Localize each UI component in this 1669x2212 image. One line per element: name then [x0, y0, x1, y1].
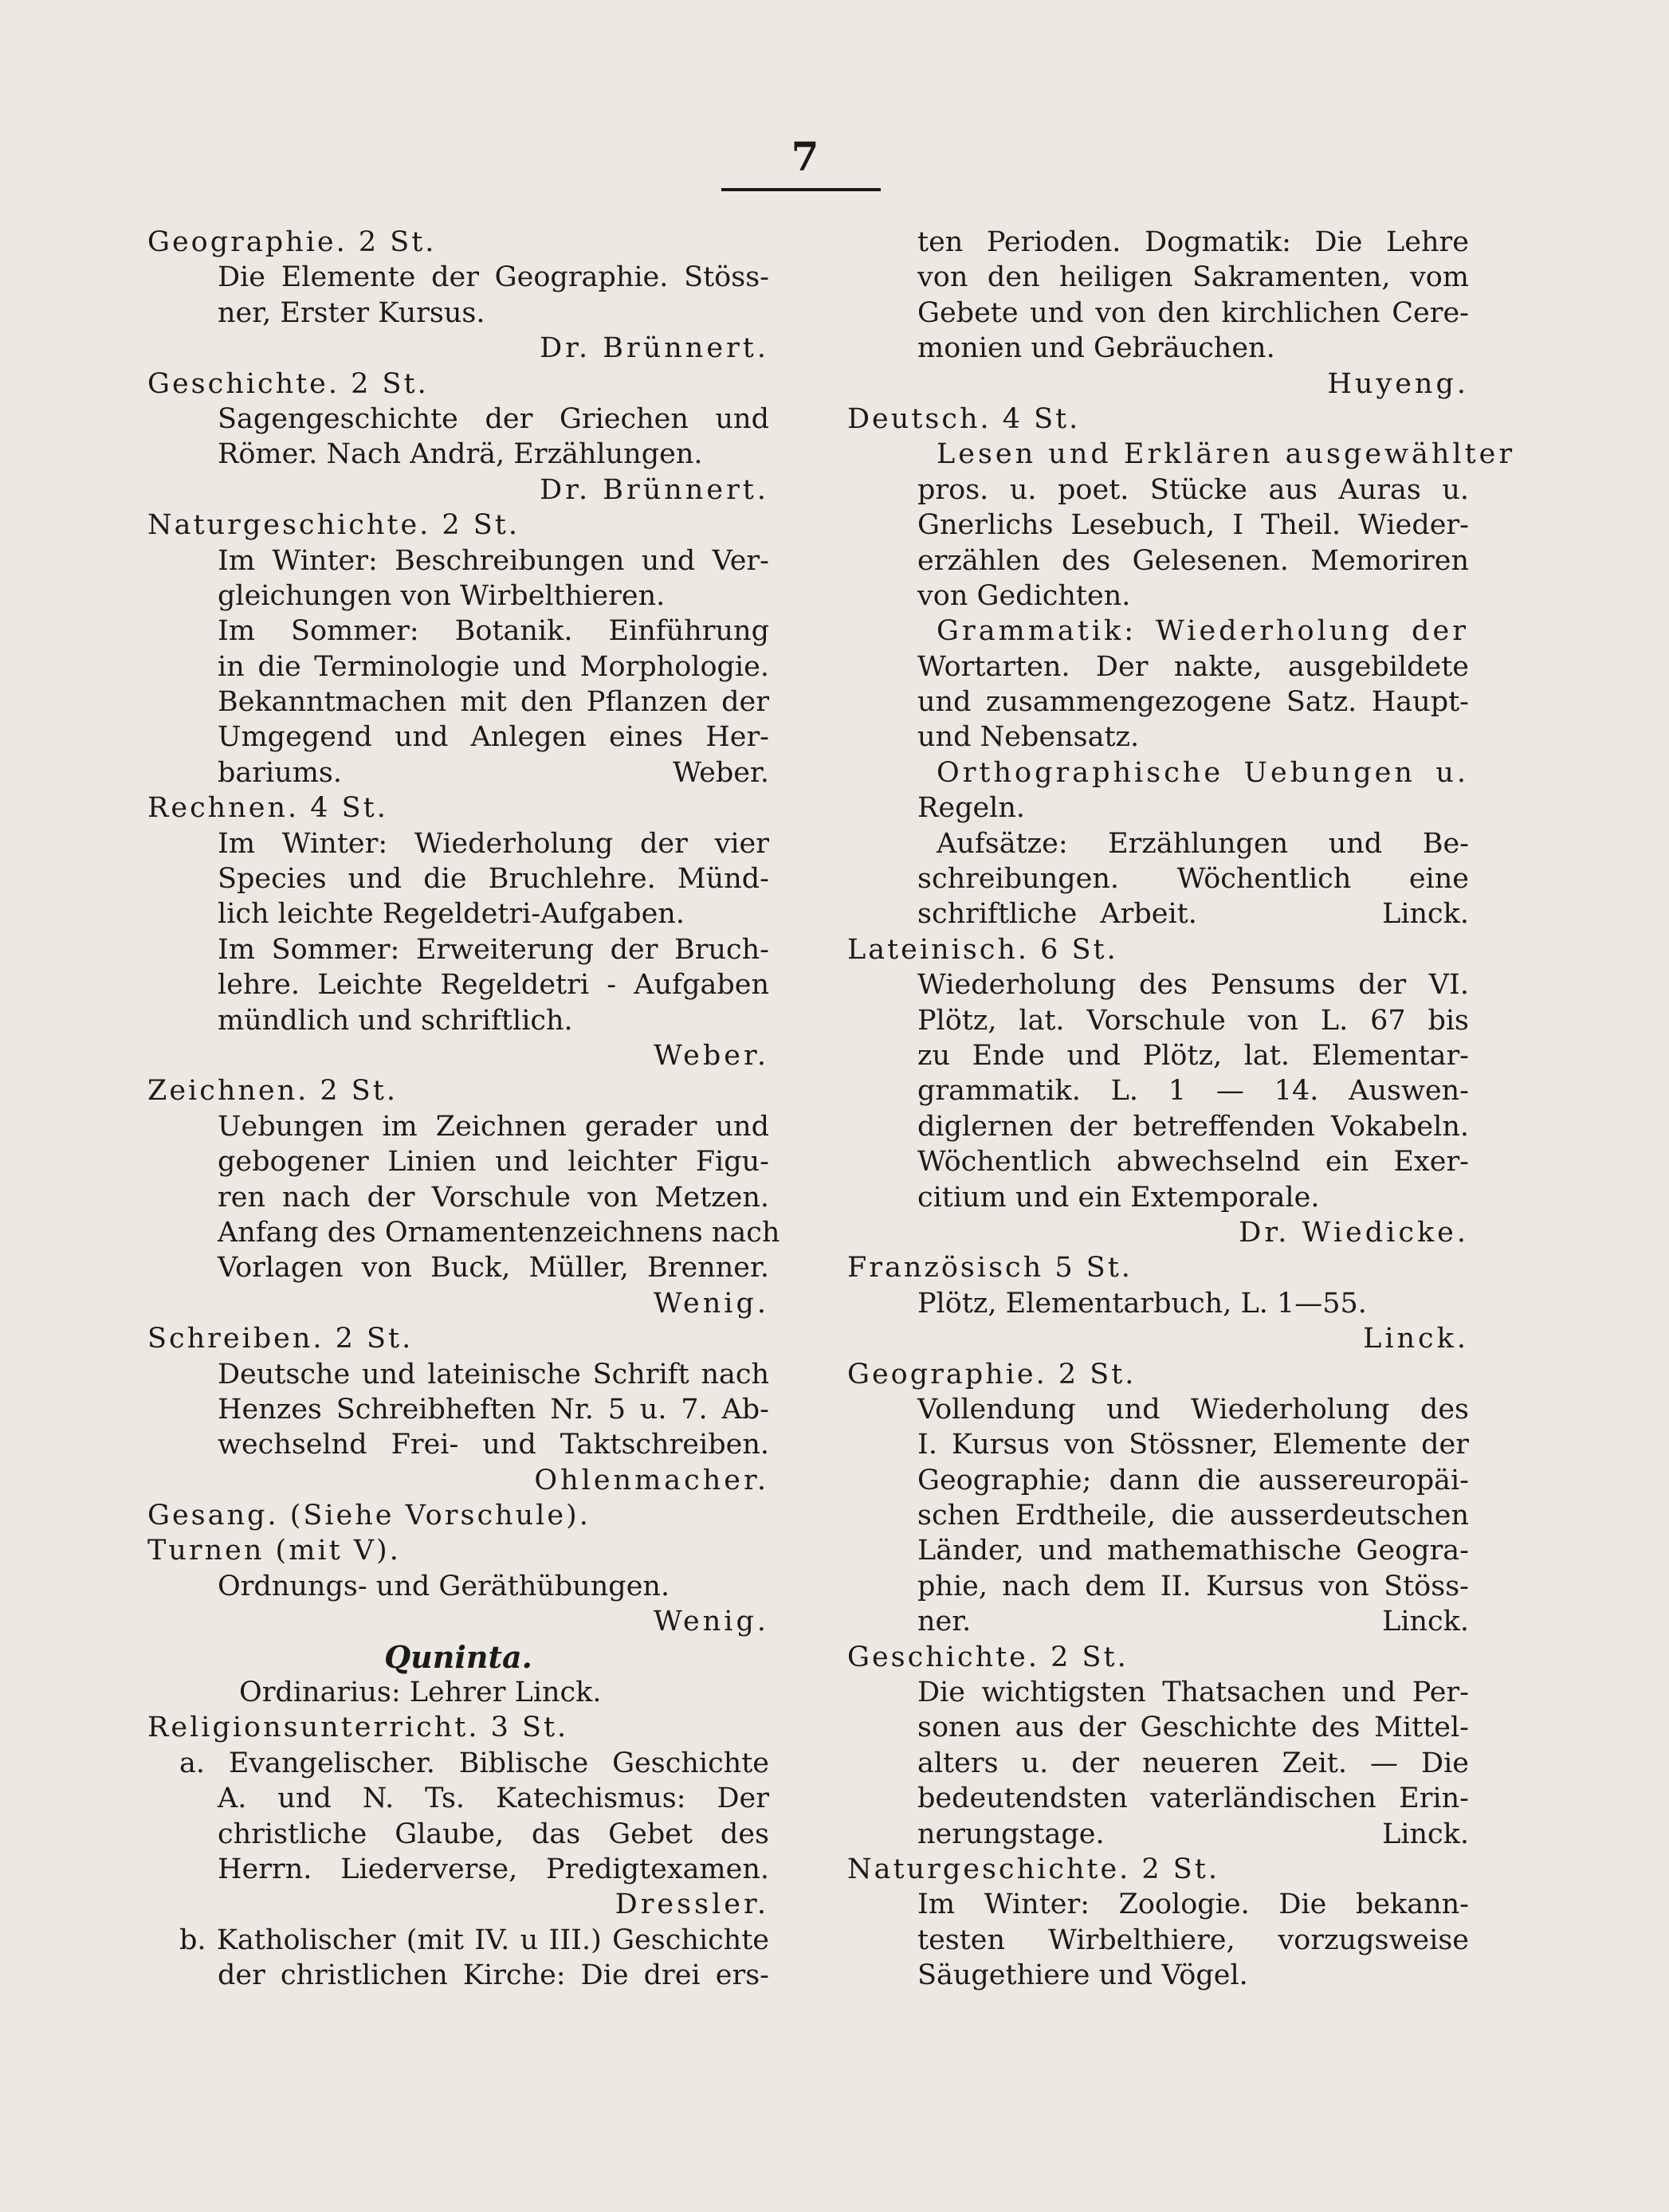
- text-line: Wiederholung des Pensums der VI.: [917, 969, 1469, 1002]
- text-line: Grammatik: Wiederholung der: [937, 615, 1469, 648]
- text-line: Plötz, lat. Vorschule von L. 67 bis: [917, 1004, 1469, 1037]
- teacher-name: Weber.: [654, 1039, 769, 1072]
- section-heading: Naturgeschichte. 2 St.: [147, 509, 520, 542]
- text-line: Deutsche und lateinische Schrift nach: [218, 1358, 769, 1390]
- text-line: Im Winter: Wiederholung der vier: [218, 827, 769, 860]
- text-line: Wöchentlich abwechselnd ein Exer-: [917, 1146, 1469, 1179]
- text-line: von den heiligen Sakramenten, vom: [917, 261, 1469, 294]
- section-heading: Turnen (mit V).: [147, 1535, 401, 1567]
- text-line: Die Elemente der Geographie. Stöss-: [218, 261, 769, 294]
- teacher-name: Wenig.: [653, 1287, 769, 1320]
- teacher-name: Dr. Brünnert.: [540, 332, 769, 365]
- text-line: zu Ende und Plötz, lat. Elementar-: [917, 1039, 1469, 1072]
- text-line: Im Sommer: Botanik. Einführung: [218, 615, 769, 648]
- text-line: Species und die Bruchlehre. Münd-: [218, 863, 769, 896]
- text-line: gleichungen von Wirbelthieren.: [218, 579, 666, 612]
- text-line: mündlich und schriftlich.: [218, 1004, 573, 1037]
- text-line: phie, nach dem II. Kursus von Stöss-: [917, 1570, 1469, 1602]
- text-line: von Gedichten.: [917, 579, 1131, 612]
- text-line: schriftliche Arbeit. Linck.: [917, 898, 1469, 931]
- section-heading: Zeichnen. 2 St.: [147, 1075, 398, 1108]
- text-line: lehre. Leichte Regeldetri - Aufgaben: [218, 969, 769, 1002]
- text-line: lich leichte Regeldetri-Aufgaben.: [218, 898, 685, 931]
- text-line: wechselnd Frei- und Taktschreiben.: [218, 1429, 769, 1461]
- teacher-name: Linck.: [1363, 1323, 1469, 1355]
- text-line: und Nebensatz.: [917, 721, 1140, 754]
- text-line: bedeutendsten vaterländischen Erin-: [917, 1783, 1469, 1815]
- teacher-name: Ohlenmacher.: [534, 1464, 769, 1496]
- text-line: Regeln.: [917, 792, 1026, 825]
- text-line: gebogener Linien und leichter Figu-: [218, 1146, 769, 1179]
- text-line: christliche Glaube, das Gebet des: [218, 1818, 769, 1850]
- section-heading: Rechnen. 4 St.: [147, 792, 388, 825]
- section-heading: Geschichte. 2 St.: [147, 367, 429, 400]
- section-heading: Schreiben. 2 St.: [147, 1323, 414, 1355]
- text-line: schen Erdtheile, die ausserdeutschen: [917, 1500, 1469, 1532]
- text-line: ren nach der Vorschule von Metzen.: [218, 1181, 769, 1214]
- text-line: Uebungen im Zeichnen gerader und: [218, 1110, 769, 1143]
- left-column: [147, 225, 780, 1994]
- text-line: in die Terminologie und Morphologie.: [218, 650, 769, 683]
- teacher-name: Dr. Wiedicke.: [1239, 1216, 1469, 1249]
- section-heading: Religionsunterricht. 3 St.: [147, 1712, 569, 1744]
- teacher-name: Huyeng.: [1327, 367, 1469, 400]
- text-line: pros. u. poet. Stücke aus Auras u.: [917, 473, 1469, 506]
- header-rule: [721, 188, 881, 191]
- text-line: Plötz, Elementarbuch, L. 1—55.: [917, 1287, 1367, 1320]
- text-line: Ordnungs- und Geräthübungen.: [218, 1570, 670, 1602]
- page-number: 7: [791, 133, 819, 180]
- class-title: Quninta.: [384, 1638, 532, 1675]
- text-line: a. Evangelischer. Biblische Geschichte: [179, 1747, 769, 1779]
- text-line: und zusammengezogene Satz. Haupt-: [917, 686, 1469, 719]
- text-line: Geographie; dann die aussereuropäi-: [917, 1464, 1469, 1496]
- text-line: A. und N. Ts. Katechismus: Der: [218, 1783, 769, 1815]
- text-line: Orthographische Uebungen u.: [937, 756, 1469, 789]
- text-line: Wortarten. Der nakte, ausgebildete: [917, 650, 1469, 683]
- text-line: Lesen und Erklären ausgewählter: [937, 438, 1516, 471]
- text-line: ner, Erster Kursus.: [218, 296, 485, 329]
- text-line: Anfang des Ornamentenzeichnens nach: [218, 1216, 780, 1249]
- text-line: erzählen des Gelesenen. Memoriren: [917, 544, 1469, 577]
- section-heading: Geographie. 2 St.: [147, 226, 437, 258]
- text-line: citium und ein Extemporale.: [917, 1181, 1320, 1214]
- text-line: I. Kursus von Stössner, Elemente der: [917, 1429, 1469, 1461]
- text-line: Aufsätze: Erzählungen und Be-: [937, 827, 1469, 860]
- section-heading: Französisch 5 St.: [847, 1252, 1133, 1284]
- text-line: Im Winter: Zoologie. Die bekann-: [917, 1888, 1469, 1921]
- text-line: bariums. Weber.: [218, 756, 769, 789]
- text-line: Sagengeschichte der Griechen und: [218, 402, 769, 435]
- text-line: der christlichen Kirche: Die drei ers-: [218, 1959, 769, 1992]
- text-line: Ordinarius: Lehrer Linck.: [239, 1677, 602, 1709]
- text-line: Römer. Nach Andrä, Erzählungen.: [218, 438, 703, 471]
- text-line: grammatik. L. 1 — 14. Auswen-: [917, 1075, 1469, 1108]
- section-heading: Geschichte. 2 St.: [847, 1641, 1129, 1673]
- text-line: Die wichtigsten Thatsachen und Per-: [917, 1677, 1469, 1709]
- text-line: Im Winter: Beschreibungen und Ver-: [218, 544, 769, 577]
- section-heading: Gesang. (Siehe Vorschule).: [147, 1500, 591, 1532]
- text-line: b. Katholischer (mit IV. u III.) Geschichte: [179, 1924, 769, 1956]
- text-line: monien und Gebräuchen.: [917, 332, 1275, 365]
- text-line: Henzes Schreibheften Nr. 5 u. 7. Ab-: [218, 1393, 769, 1426]
- text-line: ten Perioden. Dogmatik: Die Lehre: [917, 226, 1469, 258]
- teacher-name: Dressler.: [615, 1888, 769, 1921]
- text-line: Herrn. Liederverse, Predigtexamen.: [218, 1853, 769, 1885]
- text-line: schreibungen. Wöchentlich eine: [917, 863, 1469, 896]
- text-line: Säugethiere und Vögel.: [917, 1959, 1248, 1992]
- text-line: Gebete und von den kirchlichen Cere-: [917, 296, 1469, 329]
- teacher-name: Wenig.: [653, 1606, 769, 1638]
- teacher-name: Dr. Brünnert.: [540, 473, 769, 506]
- text-line: Gnerlichs Lesebuch, I Theil. Wieder-: [917, 509, 1469, 542]
- text-line: Länder, und mathemathische Geogra-: [917, 1535, 1469, 1567]
- text-line: Vorlagen von Buck, Müller, Brenner.: [218, 1252, 769, 1284]
- text-line: Bekanntmachen mit den Pflanzen der: [218, 686, 769, 719]
- text-line: testen Wirbelthiere, vorzugsweise: [917, 1924, 1469, 1956]
- text-line: nerungstage. Linck.: [917, 1818, 1469, 1850]
- text-line: sonen aus der Geschichte des Mittel-: [917, 1712, 1469, 1744]
- text-line: Umgegend und Anlegen eines Her-: [218, 721, 769, 754]
- text-line: Im Sommer: Erweiterung der Bruch-: [218, 933, 769, 966]
- section-heading: Deutsch. 4 St.: [847, 402, 1081, 435]
- section-heading: Naturgeschichte. 2 St.: [847, 1853, 1219, 1885]
- text-line: ner. Linck.: [917, 1606, 1469, 1638]
- text-line: diglernen der betreffenden Vokabeln.: [917, 1110, 1469, 1143]
- section-heading: Lateinisch. 6 St.: [847, 933, 1118, 966]
- section-heading: Geographie. 2 St.: [847, 1358, 1137, 1390]
- text-line: alters u. der neueren Zeit. — Die: [917, 1747, 1469, 1779]
- right-column: [847, 225, 1516, 1994]
- text-line: Vollendung und Wiederholung des: [917, 1393, 1469, 1426]
